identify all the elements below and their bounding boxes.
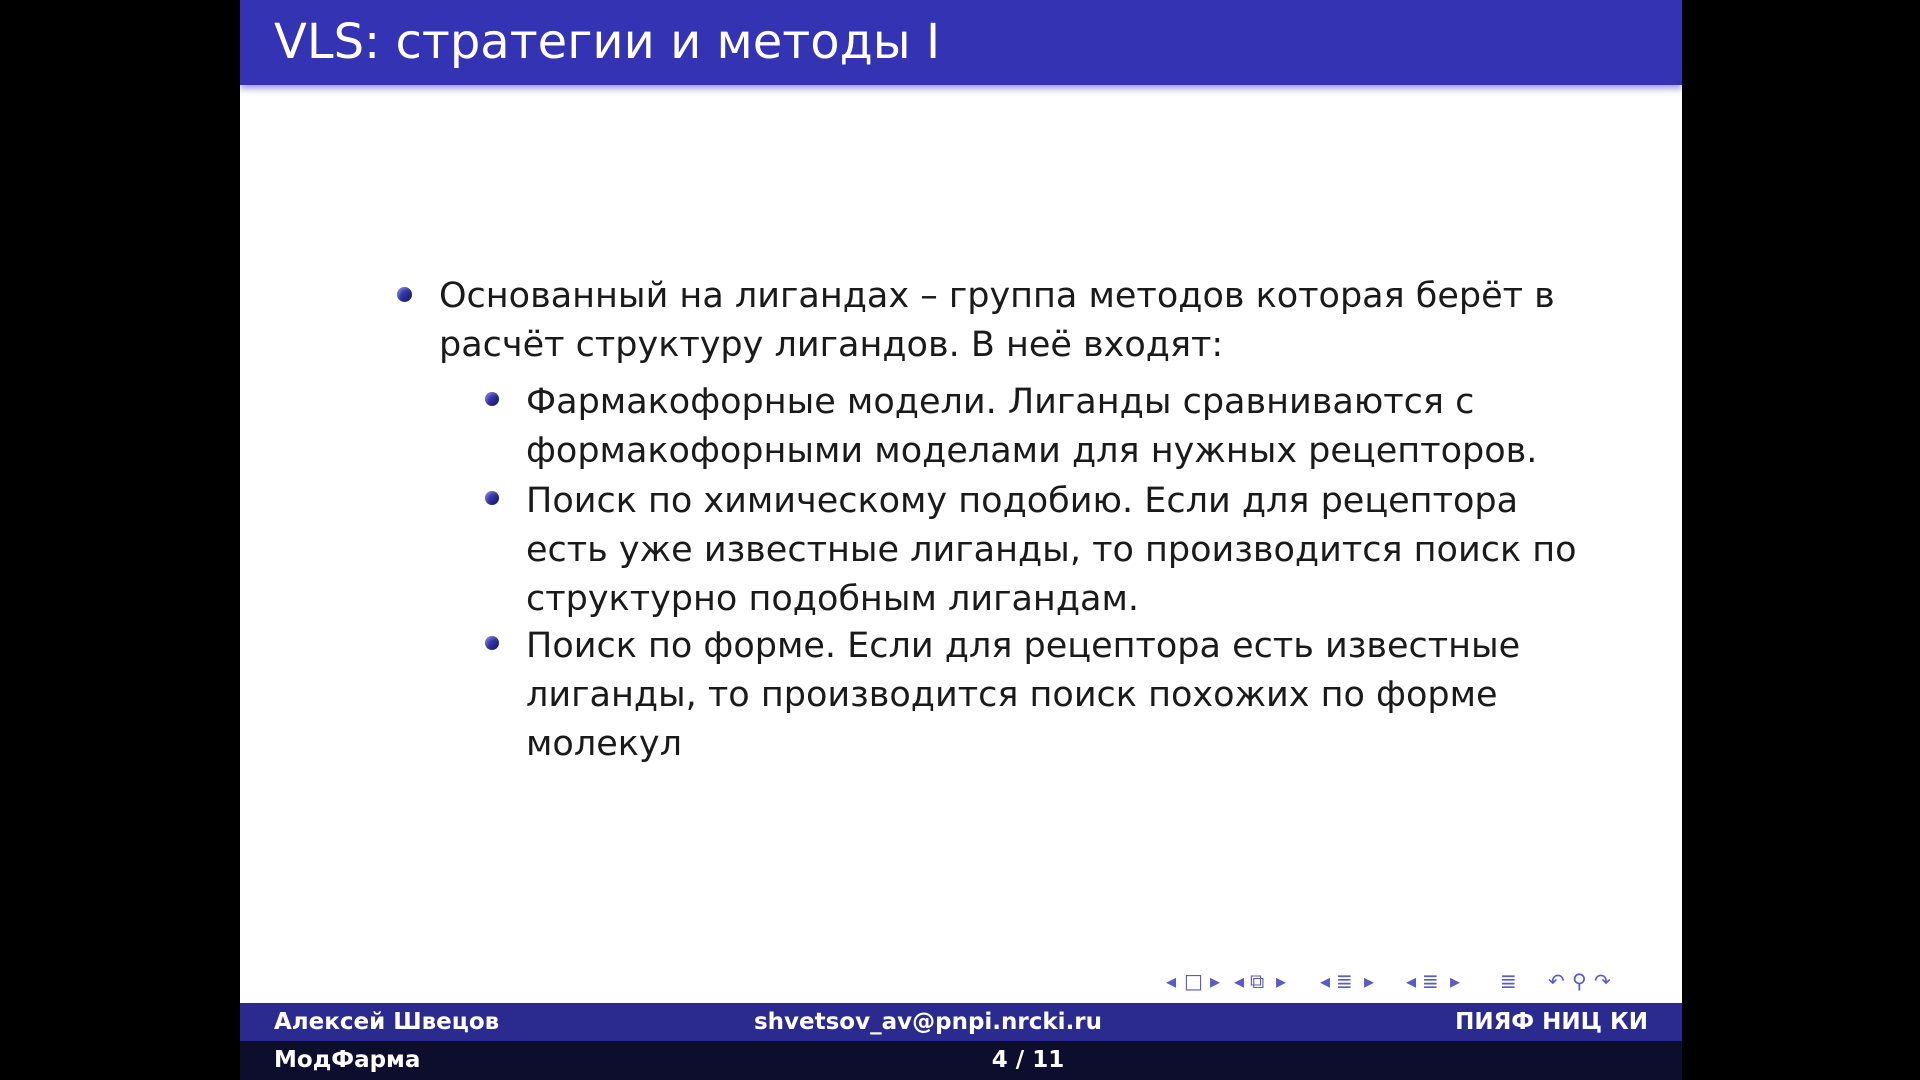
sub-bullet-text: Поиск по химическому подобию. Если для рецептора есть уже известные лиганды, то производится поиск по структурно подобным лигандам.: [526, 481, 1577, 619]
section-icon[interactable]: ≣: [1422, 969, 1439, 993]
main-bullet-item: [439, 272, 1619, 370]
nav-next-arrow-icon[interactable]: ▸: [1450, 969, 1461, 993]
footer-bottom-bar: [240, 1041, 1682, 1080]
footer-short-title: МодФарма: [274, 1047, 421, 1073]
document-icon[interactable]: ≣: [1500, 969, 1517, 993]
footer-author: Алексей Швецов: [274, 1009, 500, 1035]
bullet-icon: [485, 636, 499, 650]
footer-institute: ПИЯФ НИЦ КИ: [1455, 1009, 1648, 1035]
footer-email: shvetsov_av@pnpi.nrcki.ru: [753, 1009, 1103, 1035]
nav-prev-arrow-icon[interactable]: ◂: [1166, 969, 1177, 993]
nav-prev-arrow-icon[interactable]: ◂: [1234, 969, 1245, 993]
nav-next-arrow-icon[interactable]: ▸: [1210, 969, 1221, 993]
back-icon[interactable]: ↶: [1548, 969, 1565, 993]
nav-next-arrow-icon[interactable]: ▸: [1364, 969, 1375, 993]
sub-bullet-item: [526, 378, 1546, 476]
sub-bullet-text: Поиск по форме. Если для рецептора есть известные лиганды, то производится поиск похожих по форме молекул: [526, 626, 1521, 764]
nav-prev-arrow-icon[interactable]: ◂: [1406, 969, 1417, 993]
sub-bullet-item: [526, 622, 1526, 769]
main-bullet-text: Основанный на лигандах – группа методов которая берёт в расчёт структуру лигандов. В неё входят:: [439, 276, 1555, 365]
subsection-icon[interactable]: ≣: [1336, 969, 1353, 993]
nav-next-arrow-icon[interactable]: ▸: [1276, 969, 1287, 993]
search-icon[interactable]: ⚲: [1572, 969, 1587, 993]
sub-bullet-text: Фармакофорные модели. Лиганды сравниваются с формакофорными моделами для нужных рецепторов.: [526, 382, 1538, 471]
slide-frame-icon[interactable]: □: [1184, 969, 1203, 993]
beamer-navigation-bar: [1160, 966, 1670, 996]
bullet-icon: [485, 392, 499, 406]
slide-title: VLS: стратегии и методы I: [274, 14, 941, 70]
slide-content: [240, 0, 1682, 1080]
bullet-icon: [485, 491, 499, 505]
forward-icon[interactable]: ↷: [1594, 969, 1611, 993]
slide: [240, 0, 1682, 1080]
frames-icon[interactable]: ⧉: [1250, 969, 1265, 993]
footer-page-number: 4 / 11: [991, 1047, 1065, 1073]
nav-prev-arrow-icon[interactable]: ◂: [1320, 969, 1331, 993]
sub-bullet-item: [526, 477, 1606, 624]
bullet-icon: [397, 287, 412, 302]
footer-top-bar: [240, 1003, 1682, 1041]
